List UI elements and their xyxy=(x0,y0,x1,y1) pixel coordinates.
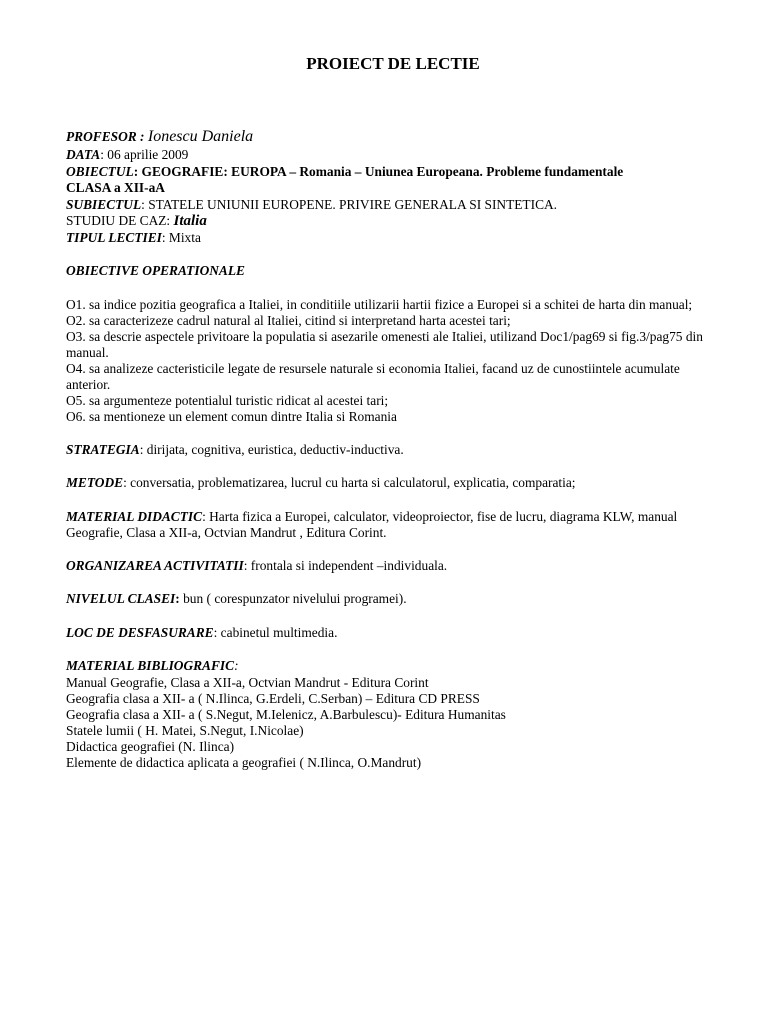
metode-line xyxy=(66,475,726,492)
profesor-value: Ionescu Daniela xyxy=(147,128,254,145)
objective-item: O6. sa mentioneze un element comun dintre Italia si Romania xyxy=(66,408,397,424)
profesor-line xyxy=(66,126,726,147)
metode-label: METODE xyxy=(66,475,124,490)
obiectul-label: OBIECTUL xyxy=(66,163,134,179)
nivelul-line xyxy=(66,591,726,608)
data-line xyxy=(66,147,726,164)
profesor-label: PROFESOR : xyxy=(66,129,145,144)
studiu-label: STUDIU DE CAZ: xyxy=(66,213,174,228)
subiectul-line xyxy=(66,197,726,214)
obiectul-line xyxy=(66,164,726,181)
bibliografie-heading xyxy=(66,658,726,675)
objective-item: O5. sa argumenteze potentialul turistic ridicat al acestei tari; xyxy=(66,392,389,408)
strategia-value: : dirijata, cognitiva, euristica, deductiv-inductiva. xyxy=(139,441,404,457)
loc-line xyxy=(66,625,726,642)
tipul-lectiei-line xyxy=(66,230,726,247)
clasa-line: CLASA a XII-aA xyxy=(66,180,165,195)
document-body xyxy=(66,126,726,771)
tipul-value: : Mixta xyxy=(161,229,201,245)
bibliografie-colon: : xyxy=(234,658,239,673)
spacer xyxy=(66,641,726,658)
bibliografie-item: Didactica geografiei (N. Ilinca) xyxy=(66,738,235,754)
studiu-de-caz-line xyxy=(66,213,726,230)
loc-value: : cabinetul multimedia. xyxy=(213,624,338,640)
subiectul-label: SUBIECTUL xyxy=(66,196,142,212)
organizarea-line xyxy=(66,558,726,575)
organizarea-value: : frontala si independent –individuala. xyxy=(243,557,448,573)
spacer xyxy=(66,425,726,442)
objectives-heading: OBIECTIVE OPERATIONALE xyxy=(66,263,245,278)
spacer xyxy=(66,574,726,591)
strategia-line xyxy=(66,442,726,459)
nivelul-value: bun ( corespunzator nivelului programei). xyxy=(179,591,407,606)
metode-value: : conversatia, problematizarea, lucrul cu harta si calculatorul, explicatia, comparatia; xyxy=(123,475,576,490)
studiu-value: Italia xyxy=(173,213,207,229)
bibliografie-item: Geografia clasa a XII- a ( N.Ilinca, G.Erdeli, C.Serban) – Editura CD PRESS xyxy=(66,690,480,706)
bibliografie-label: MATERIAL BIBLIOGRAFIC xyxy=(66,658,235,673)
spacer xyxy=(66,280,726,297)
obiectul-value: : GEOGRAFIE: EUROPA – Romania – Uniunea Europeana. Probleme fundamentale xyxy=(133,163,624,179)
bibliografie-list xyxy=(66,675,726,771)
material-didactic-value: : Harta fizica a Europei, calculator, videoproiector, fise de lucru, diagrama KLW, manual Geografie, Clasa a XII-a, Octvian Mandrut , Editura Corint. xyxy=(66,508,678,540)
loc-label: LOC DE DESFASURARE xyxy=(66,624,214,640)
data-label: DATA xyxy=(66,147,101,162)
nivelul-colon: : xyxy=(175,591,180,606)
spacer xyxy=(66,608,726,625)
spacer xyxy=(66,492,726,509)
material-didactic-label: MATERIAL DIDACTIC xyxy=(66,508,203,524)
spacer xyxy=(66,246,726,263)
objective-item: O1. sa indice pozitia geografica a Italiei, in conditiile utilizarii hartii fizice a Europei si a schitei de harta din manual; xyxy=(66,296,693,312)
bibliografie-item: Elemente de didactica aplicata a geografiei ( N.Ilinca, O.Mandrut) xyxy=(66,754,422,770)
nivelul-label: NIVELUL CLASEI xyxy=(66,591,176,606)
strategia-label: STRATEGIA xyxy=(66,441,140,457)
bibliografie-item: Geografia clasa a XII- a ( S.Negut, M.Ielenicz, A.Barbulescu)- Editura Humanitas xyxy=(66,706,506,722)
objectives-list xyxy=(66,297,726,425)
organizarea-label: ORGANIZAREA ACTIVITATII xyxy=(66,557,244,573)
subiectul-value: : STATELE UNIUNII EUROPENE. PRIVIRE GENERALA SI SINTETICA. xyxy=(141,196,558,212)
objective-item: O2. sa caracterizeze cadrul natural al Italiei, citind si interpretand harta acestei tari; xyxy=(66,312,511,328)
bibliografie-item: Manual Geografie, Clasa a XII-a, Octvian Mandrut - Editura Corint xyxy=(66,674,429,690)
tipul-label: TIPUL LECTIEI xyxy=(66,229,162,245)
data-value: : 06 aprilie 2009 xyxy=(100,147,189,162)
page-title: PROIECT DE LECTIE xyxy=(306,54,480,73)
spacer xyxy=(66,541,726,558)
bibliografie-item: Statele lumii ( H. Matei, S.Negut, I.Nicolae) xyxy=(66,722,304,738)
material-didactic-line xyxy=(66,509,726,541)
objective-item: O3. sa descrie aspectele privitoare la populatia si asezarile omenesti ale Italiei, utilizand Doc1/pag69 si fig.3/pag75 din manual. xyxy=(66,328,703,360)
spacer xyxy=(66,458,726,475)
objective-item: O4. sa analizeze cacteristicile legate de resursele naturale si economia Italiei, facand uz de cunostiintele acumulate anterior. xyxy=(66,360,680,392)
